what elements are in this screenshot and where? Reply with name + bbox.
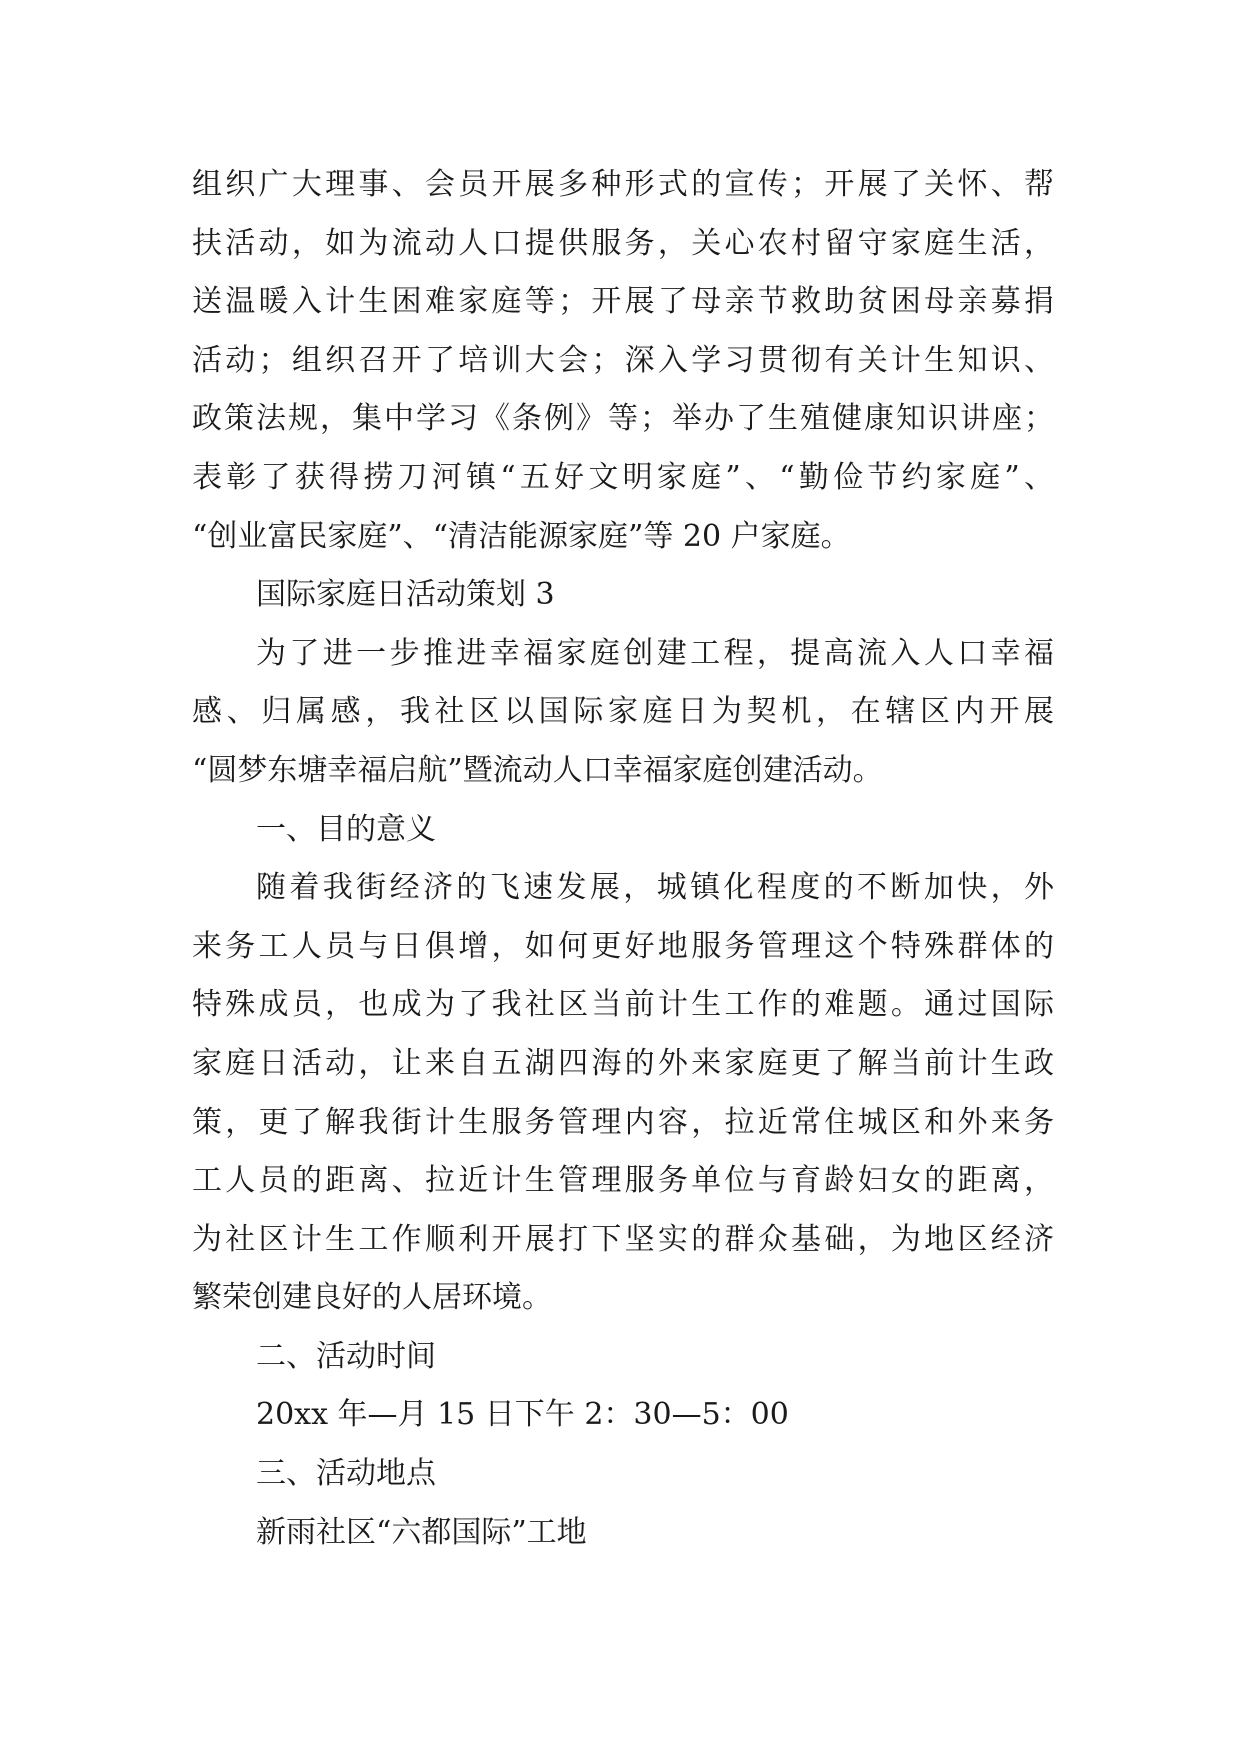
section-heading: 二、活动时间 (256, 1338, 436, 1374)
paragraph-line: “创业富民家庭”、“清洁能源家庭”等 20 户家庭。 (192, 518, 851, 554)
paragraph-line: 为了进一步推进幸福家庭创建工程，提高流入人口幸福 (256, 635, 1054, 671)
paragraph-line: 扶活动，如为流动人口提供服务，关心农村留守家庭生活， (192, 225, 1054, 261)
paragraph-line: 来务工人员与日俱增，如何更好地服务管理这个特殊群体的 (192, 928, 1054, 964)
paragraph-line: 20xx 年—月 15 日下午 2：30—5：00 (256, 1397, 789, 1433)
section-title: 国际家庭日活动策划 3 (256, 577, 555, 613)
paragraph-line: 策，更了解我街计生服务管理内容，拉近常住城区和外来务 (192, 1104, 1054, 1140)
paragraph-line: 繁荣创建良好的人居环境。 (192, 1280, 552, 1316)
paragraph-line: 工人员的距离、拉近计生管理服务单位与育龄妇女的距离， (192, 1163, 1054, 1199)
paragraph-line: 送温暖入计生困难家庭等；开展了母亲节救助贫困母亲募捐 (192, 284, 1054, 320)
paragraph-line: “圆梦东塘幸福启航”暨流动人口幸福家庭创建活动。 (192, 752, 883, 788)
paragraph-line: 表彰了获得捞刀河镇“五好文明家庭”、“勤俭节约家庭”、 (192, 459, 1054, 495)
document-body (192, 156, 1054, 1562)
paragraph-line: 活动；组织召开了培训大会；深入学习贯彻有关计生知识、 (192, 342, 1054, 378)
paragraph-line: 特殊成员，也成为了我社区当前计生工作的难题。通过国际 (192, 987, 1054, 1023)
paragraph-line: 新雨社区“六都国际”工地 (256, 1514, 587, 1550)
paragraph-line: 随着我街经济的飞速发展，城镇化程度的不断加快，外 (256, 870, 1054, 906)
paragraph-line: 组织广大理事、会员开展多种形式的宣传；开展了关怀、帮 (192, 167, 1054, 202)
paragraph-line: 政策法规，集中学习《条例》等；举办了生殖健康知识讲座； (192, 401, 1054, 437)
paragraph-line: 感、归属感，我社区以国际家庭日为契机，在辖区内开展 (192, 694, 1054, 730)
section-heading: 三、活动地点 (256, 1456, 436, 1492)
section-heading: 一、目的意义 (256, 811, 436, 847)
paragraph-line: 为社区计生工作顺利开展打下坚实的群众基础，为地区经济 (192, 1221, 1054, 1257)
paragraph-line: 家庭日活动，让来自五湖四海的外来家庭更了解当前计生政 (192, 1045, 1054, 1081)
